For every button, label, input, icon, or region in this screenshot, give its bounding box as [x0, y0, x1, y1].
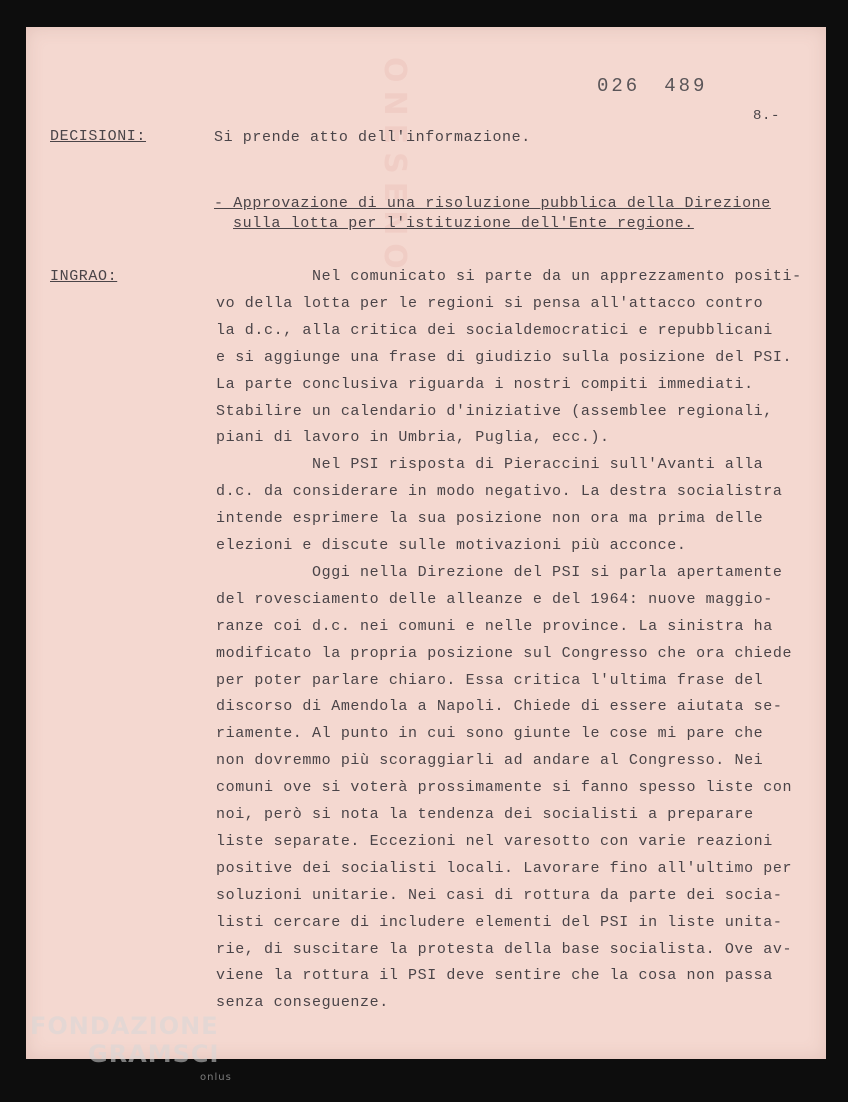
body-line: intende esprimere la sua posizione non ora ma prima delle: [216, 510, 764, 527]
body-line: senza conseguenze.: [216, 994, 389, 1011]
logo-line3: onlus: [200, 1072, 232, 1083]
body-line: listi cercare di includere elementi del PSI in liste unita-: [216, 914, 783, 931]
decisioni-item-line2: sulla lotta per l'istituzione dell'Ente regione.: [233, 215, 694, 232]
body-line: Oggi nella Direzione del PSI si parla apertamente: [312, 564, 783, 581]
page-number: 8.-: [753, 108, 781, 124]
body-line: soluzioni unitarie. Nei casi di rottura da parte dei socia-: [216, 887, 783, 904]
logo-line2: GRAMSCI: [88, 1040, 220, 1068]
body-line: liste separate. Eccezioni nel varesotto con varie reazioni: [216, 833, 773, 850]
archive-number-first: 026: [597, 75, 641, 97]
body-line: Stabilire un calendario d'iniziative (assemblee regionali,: [216, 403, 773, 420]
body-line: Nel PSI risposta di Pieraccini sull'Avanti alla: [312, 456, 764, 473]
archive-number-second: 489: [664, 75, 708, 97]
body-line: Nel comunicato si parte da un apprezzamento positi-: [312, 268, 802, 285]
body-line: piani di lavoro in Umbria, Puglia, ecc.).: [216, 429, 610, 446]
body-line: la d.c., alla critica dei socialdemocratici e repubblicani: [216, 322, 773, 339]
body-line: La parte conclusiva riguarda i nostri compiti immediati.: [216, 376, 754, 393]
body-line: discorso di Amendola a Napoli. Chiede di essere aiutata se-: [216, 698, 783, 715]
ingrao-label: INGRAO:: [50, 268, 118, 285]
body-line: non dovremmo più scoraggiarli ad andare al Congresso. Nei: [216, 752, 764, 769]
body-line: noi, però si nota la tendenza dei socialisti a preparare: [216, 806, 754, 823]
body-line: comuni ove si voterà prossimamente si fanno spesso liste con: [216, 779, 793, 796]
body-line: modificato la propria posizione sul Congresso che ora chiede: [216, 645, 793, 662]
archive-watermark: ONESENO: [377, 57, 412, 277]
body-line: rie, di suscitare la protesta della base socialista. Ove av-: [216, 941, 793, 958]
fondazione-gramsci-logo: [30, 1012, 240, 1102]
body-line: vo della lotta per le regioni si pensa all'attacco contro: [216, 295, 764, 312]
body-line: ranze coi d.c. nei comuni e nelle province. La sinistra ha: [216, 618, 773, 635]
body-line: riamente. Al punto in cui sono giunte le cose mi pare che: [216, 725, 764, 742]
archive-number: [597, 75, 707, 97]
body-line: per poter parlare chiaro. Essa critica l'ultima frase del: [216, 672, 764, 689]
body-line: positive dei socialisti locali. Lavorare fino all'ultimo per: [216, 860, 793, 877]
decisioni-item-line1: - Approvazione di una risoluzione pubblica della Direzione: [214, 195, 771, 212]
decisioni-text: Si prende atto dell'informazione.: [214, 129, 531, 146]
body-line: viene la rottura il PSI deve sentire che la cosa non passa: [216, 967, 773, 984]
body-line: d.c. da considerare in modo negativo. La destra socialistra: [216, 483, 783, 500]
logo-line1: FONDAZIONE: [30, 1012, 219, 1040]
decisioni-label: DECISIONI:: [50, 128, 147, 145]
body-line: del rovesciamento delle alleanze e del 1964: nuove maggio-: [216, 591, 773, 608]
body-line: e si aggiunge una frase di giudizio sulla posizione del PSI.: [216, 349, 793, 366]
document-page: [26, 27, 826, 1083]
body-line: elezioni e discute sulle motivazioni più acconce.: [216, 537, 687, 554]
